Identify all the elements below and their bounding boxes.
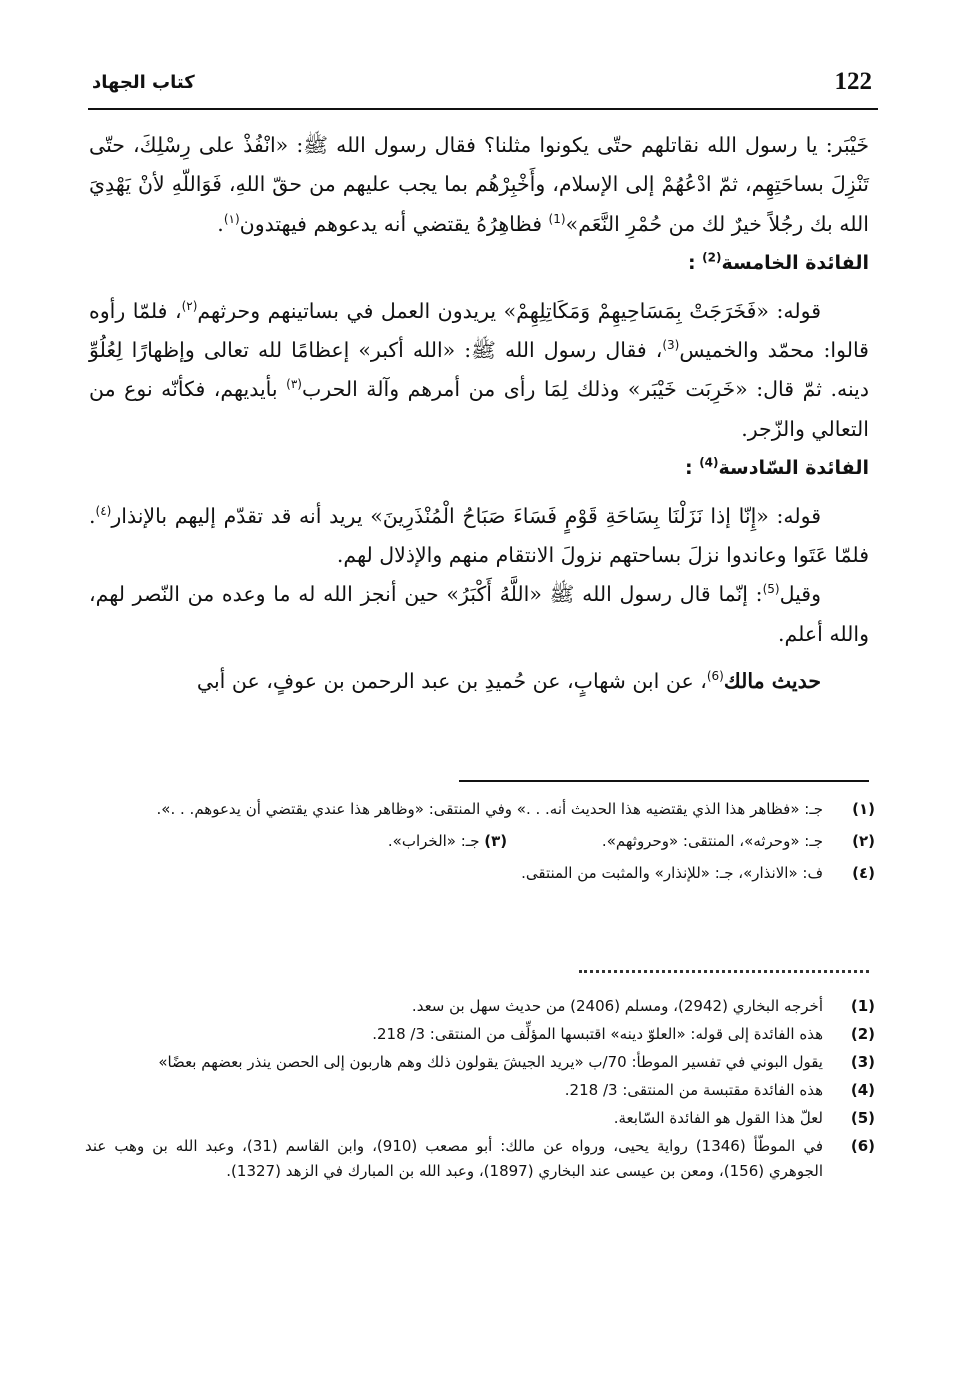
footnote-ref[interactable]: (5)	[762, 582, 780, 597]
footnote-number: (5)	[850, 1109, 875, 1127]
footnote-item	[85, 1050, 875, 1075]
paragraph-sixth-benefit	[89, 497, 869, 576]
dotted-separator	[579, 970, 869, 973]
text-run: :	[687, 252, 696, 275]
footnote-text: أخرجه البخاري (2942)، ومسلم (2406) من حديث سهل بن سعد.	[411, 997, 823, 1015]
footnote-ref[interactable]: (١)	[223, 211, 240, 226]
footnote-text: جـ: «وحرثه»، المنتقى: «وحروثهم».	[601, 832, 823, 850]
text-run: فظاهِرُهُ يقتضي أنه يدعوهم فيهتدون	[239, 211, 549, 236]
footnote-ref[interactable]: (٣)	[286, 377, 302, 392]
footnote-text: جـ: «الخراب».	[387, 832, 480, 850]
text-run: وقيل	[779, 582, 821, 607]
footnote-inline-item	[388, 828, 507, 854]
text-run: بأيديهم، فكأنّه نوع من التعالي والزّجر.	[89, 377, 869, 441]
running-title: كتاب الجهاد	[92, 72, 195, 93]
footnote-item	[85, 796, 875, 822]
text-run: . فلمّا عَتَوا وعاندوا نزلَ بساحتهم نزولَ الانتقام منهم والإذلال لهم.	[89, 503, 869, 568]
footnote-ref[interactable]: (٢)	[181, 298, 198, 313]
footnote-text: هذه الفائدة إلى قوله: «العلوّ دينه» اقتبسها المؤلِّف من المنتقى: 3/ 218.	[372, 1025, 823, 1043]
footnote-ref[interactable]: (3)	[662, 338, 680, 353]
footnote-item	[85, 1134, 875, 1184]
footnote-text: هذه الفائدة مقتبسة من المنتقى: 3/ 218.	[564, 1081, 823, 1099]
footnote-text: جـ: «فظاهر هذا الذي يقتضيه هذا الحديث أنه. . .» وفي المنتقى: «وظاهر هذا عندي يقتضي أن يدعوهم. . .».	[156, 800, 823, 818]
paragraph-alternate-view	[89, 575, 869, 654]
manuscript-variant-notes	[85, 796, 875, 892]
text-run: قوله: «فَخَرَجَتْ بِمَسَاحِيهِمْ وَمَكَاتِلِهِمْ» يريدون العمل في بساتينهم وحرثهم	[197, 298, 821, 323]
footnote-ref[interactable]: (4)	[699, 455, 719, 470]
text-run: ، فقال رسول الله ﷺ: «الله أكبر» إعظامًا لله تعالى وإظهارًا لِعُلُوِّ دينه. ثمّ قال: «خَرِبَت خَيْبَر» وذلك لِمَا رأى من أمرهم وآلة الحرب	[89, 338, 870, 402]
footnote-number: (2)	[850, 1025, 875, 1043]
footnote-item	[85, 1078, 875, 1103]
footnote-number: (٣)	[484, 832, 508, 850]
heading-sixth-benefit	[89, 449, 869, 488]
text-run: ، فلمّا رأوه قالوا: محمّد والخميس	[89, 298, 869, 363]
text-run: خَيْبَر: يا رسول الله نقاتلهم حتّى يكونوا مثلنا؟ فقال رسول الله ﷺ: «انْفُذْ على رِسْلِكَ، حتّى تَنْزِلَ بساحَتِهِم، ثمّ ادْعُهُمْ إلى الإسلام، وأَخْبِرْهُم بما يجب عليهم من حقّ اللهِ، فَوَاللّهِ لأنْ يَهْدِيَ الله بك رجُلاً خيرٌ لك من حُمْرِ النَّعَم»	[89, 133, 869, 236]
hadith-lead: حديث مالك	[723, 669, 821, 694]
footnote-text: ف: «الانذار»، جـ: «للإنذار» والمثبت من المنتقى.	[521, 864, 823, 882]
text-run: قوله: «إِنّا إذا نَزَلْنَا بِسَاحَةِ قَوْمٍ فَسَاءَ صَبَاحُ الْمُنْذَرِينَ» يريد أنه قد تقدّم إليهم بالإنذار	[111, 503, 821, 528]
footnote-number: (٤)	[852, 864, 875, 882]
footnote-text: في الموطّأ (1346) رواية يحيى، ورواه عن مالك: أبو مصعب (910)، وابن القاسم (31)، وعبد الله بن وهب عند الجوهري (156)، ومعن بن عيسى عند البخاري (1897)، وعبد الله بن المبارك في الزهد (1327).	[85, 1137, 823, 1180]
text-run: .	[217, 211, 224, 236]
footnote-item	[85, 1106, 875, 1131]
source-notes	[85, 994, 875, 1187]
footnote-number: (4)	[850, 1081, 875, 1099]
text-run: :	[684, 457, 693, 480]
paragraph-hadith-malik	[89, 662, 869, 701]
paragraph-fifth-benefit	[89, 292, 869, 450]
footnote-ref[interactable]: (1)	[548, 211, 566, 226]
footnote-ref[interactable]: (6)	[706, 669, 724, 684]
paragraph-hadith-continuation	[89, 126, 869, 244]
heading-fifth-benefit	[89, 244, 869, 283]
footnote-item	[85, 860, 875, 886]
footnote-item	[85, 994, 875, 1019]
main-text	[89, 126, 869, 702]
heading-text: الفائدة الخامسة	[721, 252, 869, 275]
footnote-text: لعلّ هذا القول هو الفائدة السّابعة.	[613, 1109, 823, 1127]
footnote-number: (3)	[850, 1053, 875, 1071]
footnote-number: (6)	[850, 1137, 875, 1155]
footnote-number: (1)	[850, 997, 875, 1015]
footnote-ref[interactable]: (٤)	[95, 503, 112, 518]
footnote-number: (١)	[852, 800, 875, 818]
footnote-separator	[459, 780, 869, 782]
heading-text: الفائدة السّادسة	[718, 457, 869, 480]
footnote-text: يقول البوني في تفسير الموطأ: 70/ب «يريد الجيشَ يقولون ذلك وهم هاربون إلى الحصن ينذر بعضهم بعضًا»	[158, 1053, 823, 1071]
page-header	[88, 64, 878, 110]
footnote-item	[85, 1022, 875, 1047]
text-run: : إنّما قال رسول الله ﷺ «اللَّهُ أَكْبَرُ» حين أنجز الله له ما وعده من النّصر لهم، والله أعلم.	[89, 582, 869, 646]
page-number: 122	[834, 68, 872, 95]
footnote-number: (٢)	[852, 832, 875, 850]
footnote-ref[interactable]: (2)	[702, 250, 722, 265]
footnote-item	[85, 828, 875, 854]
text-run: ، عن ابن شهابٍ، عن حُميدِ بن عبد الرحمن بن عوفٍ، عن أبي	[196, 669, 707, 694]
